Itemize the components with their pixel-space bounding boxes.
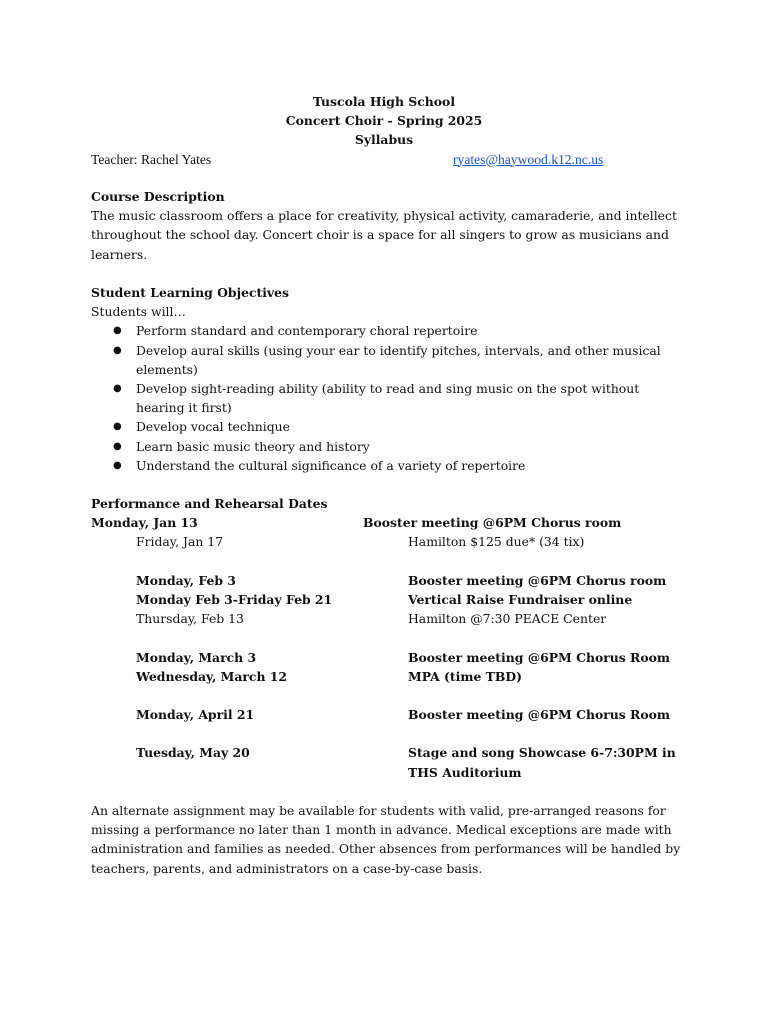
objective-text: Perform standard and contemporary choral repertoire [136,323,478,339]
event-date: Monday Feb 3-Friday Feb 21 [136,591,333,607]
table-row [91,590,711,609]
bullet-icon: ● [113,421,122,433]
course-description-section [91,187,691,264]
event-description: Booster meeting @6PM Chorus Room [408,707,670,723]
event-date: Monday, April 21 [136,707,255,723]
objective-text: Understand the cultural significance of a variety of repertoire [136,457,526,473]
document-type: Syllabus [354,132,414,148]
bullet-icon: ● [113,383,122,394]
closing-note: An alternate assignment may be available for students with valid, pre-arranged reasons for missing a performance no later than 1 month in advance. Medical exceptions are made with administration and families as needed. Other absences from performances will be handled by teachers, parents, and administrators on a case-by-case basis. [91,803,681,876]
table-row [91,532,711,551]
list-item [91,417,691,436]
school-name: Tuscola High School [312,94,456,109]
bullet-icon: ● [113,459,122,471]
event-date: Tuesday, May 20 [136,745,250,761]
list-item [91,341,691,379]
list-item [91,437,691,456]
course-title: Concert Choir - Spring 2025 [285,113,483,129]
event-date: Monday, Feb 3 [136,572,236,588]
objectives-intro: Students will… [91,304,186,320]
table-row [91,648,711,667]
event-date: Friday, Jan 17 [136,534,224,550]
list-item [91,456,691,475]
event-description: Vertical Raise Fundraiser online [408,591,633,607]
objective-text: Develop vocal technique [136,419,290,435]
table-row [91,667,711,686]
table-row [91,705,711,724]
teacher-row [0,150,770,169]
spacer [91,724,711,743]
spacer [91,628,711,647]
event-description: Booster meeting @6PM Chorus room [408,572,667,588]
bullet-icon: ● [113,325,122,337]
course-description-heading: Course Description [91,189,225,204]
event-description: Hamilton $125 due* (34 tix) [408,534,585,550]
event-description: MPA (time TBD) [408,668,522,684]
event-date: Monday, Jan 13 [91,515,198,531]
spacer [91,552,711,571]
event-description: Stage and song Showcase 6-7:30PM in THS Auditorium [408,745,676,780]
table-row [91,743,711,781]
objective-text: Develop aural skills (using your ear to identify pitches, intervals, and other musical elements) [136,342,661,377]
teacher-email-link[interactable]: ryates@haywood.k12.nc.us [453,151,604,167]
event-date: Monday, March 3 [136,649,257,665]
event-date: Thursday, Feb 13 [136,611,244,627]
document-header [0,92,770,169]
event-date: Wednesday, March 12 [136,668,288,684]
objectives-heading: Student Learning Objectives [91,285,289,300]
table-row [91,609,711,628]
table-row [91,513,711,532]
teacher-name: Teacher: Rachel Yates [91,151,212,167]
list-item [91,379,691,417]
spacer [91,686,711,705]
list-item [91,321,691,340]
performance-heading: Performance and Rehearsal Dates [91,496,328,511]
performance-section [91,494,711,782]
objective-text: Learn basic music theory and history [136,438,370,454]
event-description: Booster meeting @6PM Chorus room [363,515,622,531]
objectives-list [91,321,691,475]
objective-text: Develop sight-reading ability (ability to read and sing music on the spot without hearing it first) [136,381,640,416]
bullet-icon: ● [113,440,122,452]
event-description: Booster meeting @6PM Chorus Room [408,649,670,665]
bullet-icon: ● [113,344,122,356]
table-row [91,571,711,590]
course-description-text: The music classroom offers a place for creativity, physical activity, camaraderie, and intellect throughout the school day. Concert choir is a space for all singers to grow as musicians and learners. [91,208,677,262]
objectives-section [91,283,691,475]
event-description: Hamilton @7:30 PEACE Center [408,611,607,627]
